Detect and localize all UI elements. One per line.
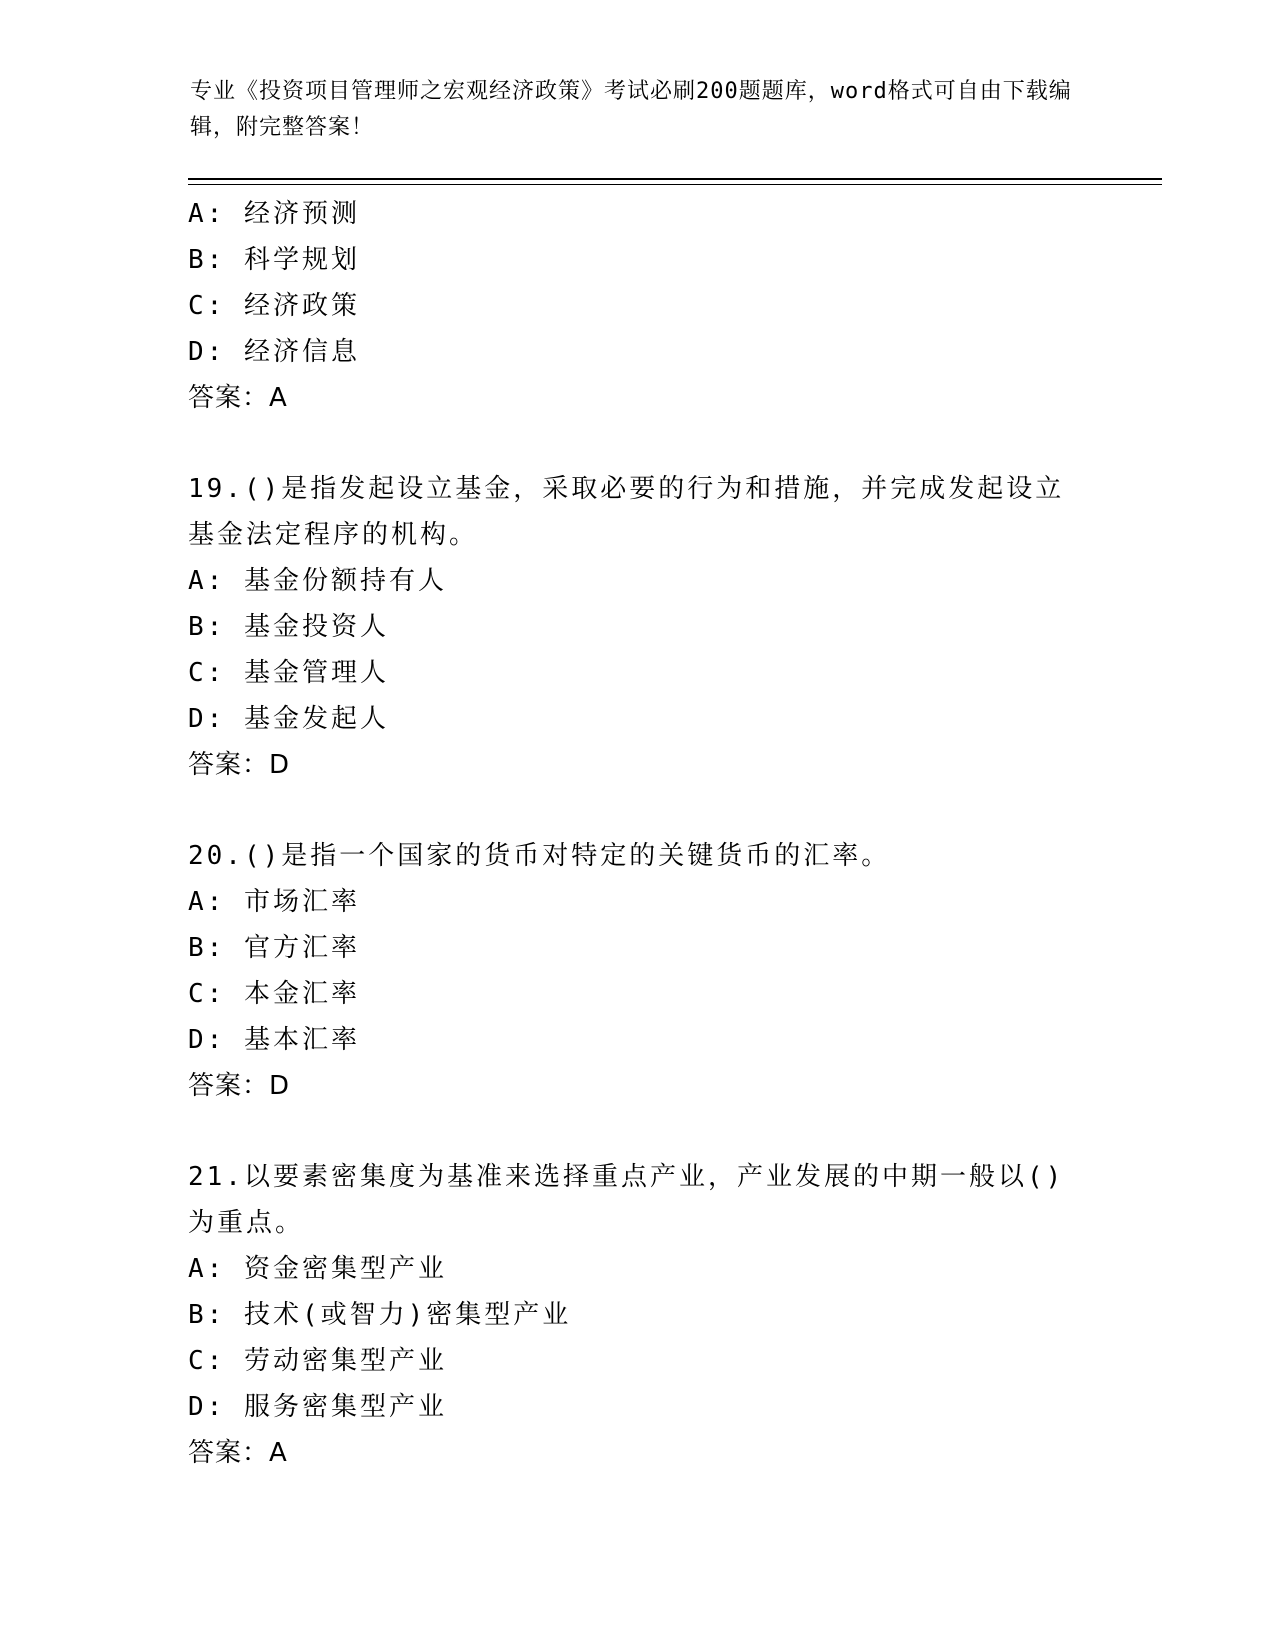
option-a: A: 经济预测	[188, 199, 360, 229]
option-d: D: 服务密集型产业	[188, 1392, 447, 1422]
answer-line: 答案：A	[188, 1438, 288, 1468]
question-text: 21.以要素密集度为基准来选择重点产业，产业发展的中期一般以()为重点。	[188, 1162, 1065, 1238]
answer-line: 答案：A	[188, 383, 288, 413]
header-rule-thick	[188, 178, 1162, 180]
document-header: 专业《投资项目管理师之宏观经济政策》考试必刷200题题库，word格式可自由下载编辑，附完整答案！	[190, 79, 1072, 140]
question-list	[188, 191, 1088, 1476]
answer-line: 答案：D	[188, 750, 291, 780]
option-d: D: 基金发起人	[188, 704, 389, 734]
option-b: B: 技术(或智力)密集型产业	[188, 1300, 572, 1330]
header-rule-thin	[188, 184, 1162, 185]
option-a: A: 基金份额持有人	[188, 566, 447, 596]
option-d: D: 经济信息	[188, 337, 360, 367]
option-c: C: 劳动密集型产业	[188, 1346, 447, 1376]
question-block-partial	[188, 191, 1088, 421]
option-c: C: 基金管理人	[188, 658, 389, 688]
answer-line: 答案：D	[188, 1071, 291, 1101]
spacer	[188, 788, 1088, 833]
option-b: B: 基金投资人	[188, 612, 389, 642]
option-a: A: 市场汇率	[188, 887, 360, 917]
question-block-19	[188, 466, 1088, 788]
question-text: 19.()是指发起设立基金，采取必要的行为和措施，并完成发起设立基金法定程序的机构。	[188, 474, 1065, 550]
question-text: 20.()是指一个国家的货币对特定的关键货币的汇率。	[188, 841, 891, 871]
option-c: C: 经济政策	[188, 291, 360, 321]
question-block-21	[188, 1154, 1088, 1476]
option-c: C: 本金汇率	[188, 979, 360, 1009]
question-block-20	[188, 833, 1088, 1109]
option-b: B: 官方汇率	[188, 933, 360, 963]
option-d: D: 基本汇率	[188, 1025, 360, 1055]
spacer	[188, 1109, 1088, 1154]
spacer	[188, 421, 1088, 466]
option-b: B: 科学规划	[188, 245, 360, 275]
option-a: A: 资金密集型产业	[188, 1254, 447, 1284]
